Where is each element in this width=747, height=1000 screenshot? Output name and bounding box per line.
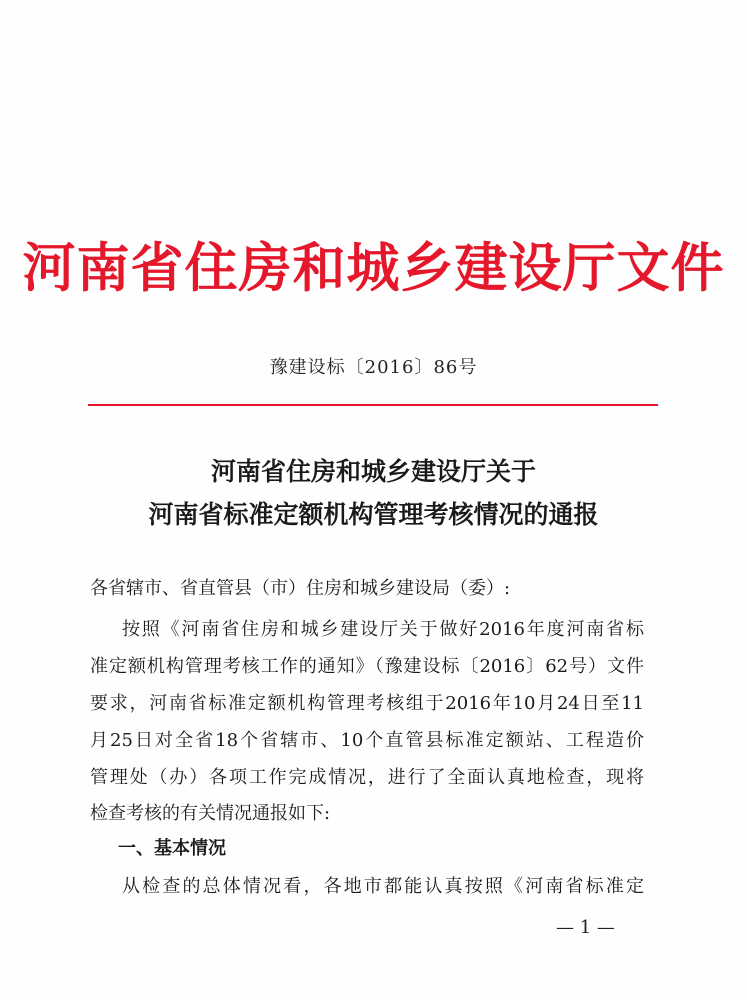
document-title-line-1: 河南省住房和城乡建设厅关于: [210, 457, 536, 486]
document-header-title: 河南省住房和城乡建设厅文件: [22, 237, 725, 299]
paragraph-line-6: 检查考核的有关情况通报如下:: [90, 803, 331, 824]
document-number: 豫建设标〔2016〕86号: [269, 357, 478, 378]
addressee-line: 各省辖市、省直管县（市）住房和城乡建设局（委）:: [90, 578, 511, 599]
paragraph-line-5: 管理处（办）各项工作完成情况，进行了全面认真地检查，现将: [90, 767, 644, 788]
paragraph-line-3: 要求，河南省标准定额机构管理考核组于2016年10月24日至11: [90, 693, 644, 714]
paragraph-line-2: 准定额机构管理考核工作的通知》（豫建设标〔2016〕62号）文件: [90, 656, 644, 677]
paragraph-line-4: 月25日对全省18个省辖市、10个直管县标准定额站、工程造价: [90, 730, 644, 751]
page-number: — 1 —: [556, 917, 615, 938]
section-heading: 一、基本情况: [118, 838, 226, 859]
document-title-line-2: 河南省标准定额机构管理考核情况的通报: [148, 500, 599, 529]
paragraph-line-1: 按照《河南省住房和城乡建设厅关于做好2016年度河南省标: [122, 619, 644, 640]
red-divider-line: [88, 404, 658, 406]
section-first-line: 从检查的总体情况看，各地市都能认真按照《河南省标准定: [122, 876, 644, 897]
